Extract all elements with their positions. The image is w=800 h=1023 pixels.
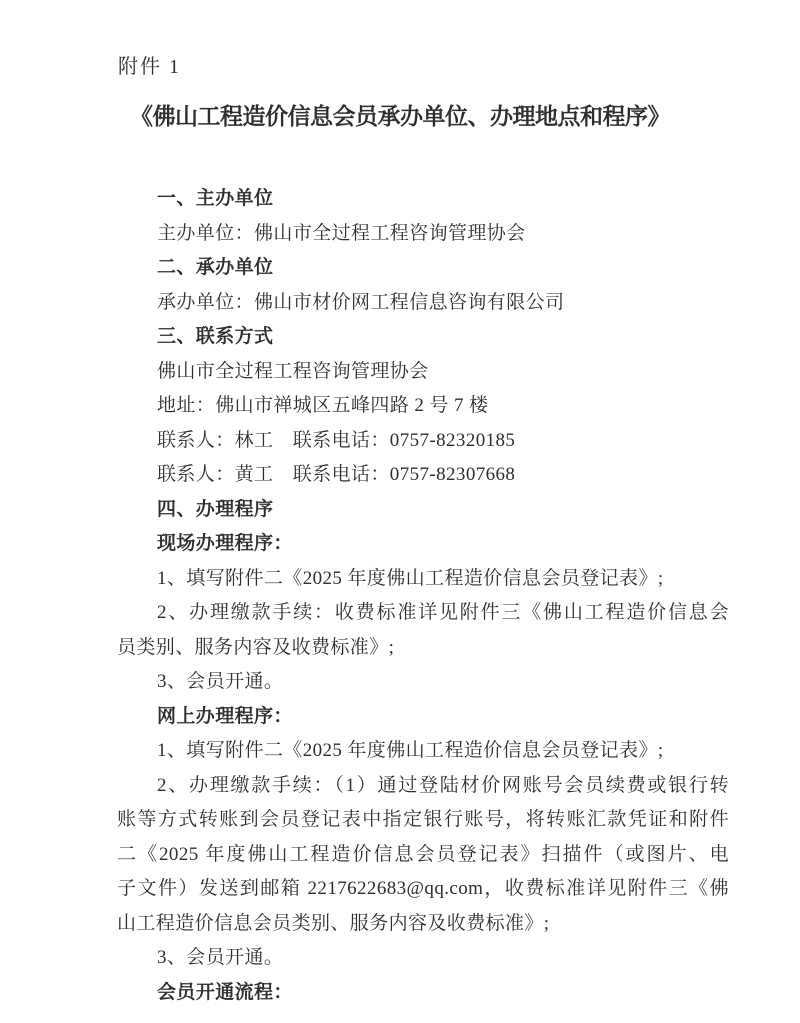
online-step-3-line: 3、会员开通。 xyxy=(157,947,284,968)
contact-association-line: 佛山市全过程工程咨询管理协会 xyxy=(157,360,429,382)
onsite-step-3-line: 3、会员开通。 xyxy=(157,671,284,692)
document-body xyxy=(117,182,729,1010)
online-step-2-wrap-line-1: 账等方式转账到会员登记表中指定银行账号，将转账汇款凭证和附件 xyxy=(117,809,729,830)
online-step-2-wrap-line-4: 山工程造价信息会员类别、服务内容及收费标准》; xyxy=(117,912,550,934)
contact-person-1-line: 联系人：林工 联系电话：0757-82320185 xyxy=(157,429,516,451)
heading-section-2-undertaker: 二、承办单位 xyxy=(157,257,274,278)
contact-person-2-line: 联系人：黄工 联系电话：0757-82307668 xyxy=(157,464,516,485)
heading-section-1-organizer: 一、主办单位 xyxy=(157,188,274,209)
heading-section-3-contact: 三、联系方式 xyxy=(157,326,274,347)
online-step-2-wrap-line-3: 子文件）发送到邮箱 2217622683@qq.com，收费标准详见附件三《佛 xyxy=(117,878,729,899)
organizer-line: 主办单位：佛山市全过程工程咨询管理协会 xyxy=(157,222,526,244)
contact-address-line: 地址：佛山市禅城区五峰四路 2 号 7 楼 xyxy=(157,395,489,416)
onsite-step-2-line: 2、办理缴款手续：收费标准详见附件三《佛山工程造价信息会 xyxy=(157,602,729,623)
document-title: 《佛山工程造价信息会员承办单位、办理地点和程序》 xyxy=(130,104,670,129)
onsite-step-1-line: 1、填写附件二《2025 年度佛山工程造价信息会员登记表》; xyxy=(157,567,664,589)
heading-online-procedure: 网上办理程序： xyxy=(157,705,293,727)
online-step-2-wrap-line-2: 二《2025 年度佛山工程造价信息会员登记表》扫描件（或图片、电 xyxy=(117,843,729,865)
heading-onsite-procedure: 现场办理程序： xyxy=(157,533,293,554)
online-step-1-line: 1、填写附件二《2025 年度佛山工程造价信息会员登记表》; xyxy=(157,740,664,761)
online-step-2-line: 2、办理缴款手续：（1）通过登陆材价网账号会员续费或银行转 xyxy=(157,774,729,796)
undertaker-line: 承办单位：佛山市材价网工程信息咨询有限公司 xyxy=(157,291,565,313)
attachment-number-label: 附件 1 xyxy=(118,56,181,78)
heading-activation-flow: 会员开通流程： xyxy=(157,981,293,1003)
onsite-step-2-wrap-line: 员类别、服务内容及收费标准》; xyxy=(117,636,395,658)
heading-section-4-procedure: 四、办理程序 xyxy=(157,498,274,520)
